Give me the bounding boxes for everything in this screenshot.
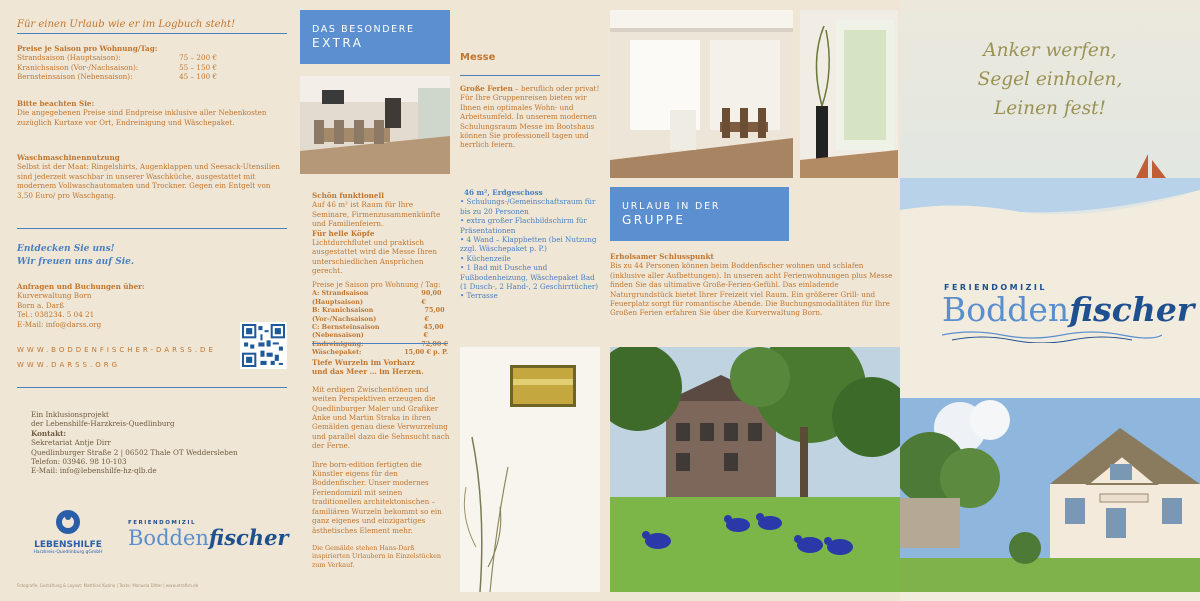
org-contact-title: Kontakt: (31, 428, 67, 438)
room-price-row: B: Kranichsaison (Vor-/Nachsaison) 75,00 € (312, 306, 445, 323)
room-price-row: Wäschepaket: 15,00 € p. P. (312, 348, 448, 357)
logo-a: Bodden (942, 290, 1070, 329)
roots-title-1: Tiefe Wurzeln im Vorharz (312, 358, 415, 367)
photo-painting (460, 347, 600, 592)
divider (460, 75, 600, 76)
price-row: Kranichsaison (Vor-/Nachsaison): 55 – 150 € (17, 62, 217, 72)
panel-cover (900, 0, 1200, 601)
roots-title-2: und das Meer … im Herzen. (312, 367, 424, 377)
feature-item: • Küchenzeile (460, 253, 511, 263)
divider (17, 387, 287, 388)
photo-painting-image (460, 347, 600, 592)
divider (17, 33, 287, 34)
messe-features (460, 188, 600, 301)
qr-code[interactable] (240, 322, 287, 369)
wash-text: Selbst ist der Maat: Ringelshirts, Augenklappen und Seesack-Utensilien sind jederzeit waschbar in unserer Waschküche, ausgestattet mit modernem Vollwaschautomaten und Trockner. Gegen ein Entgelt von 3,50 Euro/ pro Waschgang. (17, 162, 281, 200)
logo-b: fischer (1069, 290, 1195, 329)
roots-p1: Mit erdigen Zwischentönen und weiten Perspektiven erzeugen die Quedlinburger Maler und Grafiker Anke und Martin Straka in ihren Gemälden genau diese Verwurzelung und parallel dazu die Sehnsucht nach der Ferne. (312, 384, 450, 451)
logo-small-a: Bodden (128, 526, 209, 550)
panel-info (0, 0, 300, 601)
photo-messe-interior (300, 76, 450, 174)
note-text: Die angegebenen Preise sind Endpreise inklusive aller Nebenkosten zuzüglich Kurtaxe vor Ort, Endreinigung und Wäschepaket. (17, 108, 267, 127)
panel-extra (300, 0, 450, 601)
org-block: Ein Inklusionsprojekt der Lebenshilfe-Harzkreis-Quedlinburg Kontakt: Sekretariat Antje Dirr Quedlinburger Straße 2 | 06502 Thale OT Weddersleben Telefon: 03946. 98 10-103 E-Mail: info@lebenshilfe-hz-qlb.de (31, 410, 291, 476)
room-price-row (312, 340, 448, 348)
prices-title: Preise je Saison pro Wohnung/Tag: (17, 44, 158, 53)
photo-messe-interior-image (300, 76, 450, 174)
photo-garden-sheep-image (610, 347, 900, 592)
func-text: Auf 46 m² ist Raum für Ihre Seminare, Firmenzusammenkünfte und Familienfeiern. (312, 200, 441, 229)
boddenfischer-logo-small (128, 520, 289, 550)
note-block (17, 99, 287, 127)
bright-title: Für helle Köpfe (312, 228, 375, 238)
credits: Fotografie, Gestaltung & Layout: Matthias Kuzina | Texte: Manuela Ditter | www.etrafish.de (17, 583, 199, 588)
banner-extra-line1: DAS BESONDERE (312, 24, 415, 35)
group-text: Bis zu 44 Personen können beim Boddenfischer wohnen und schlafen (inklusive aller Aufbettungen). In unseren acht Ferienwohnungen plus Messe finden Sie das ultimative Große-Ferien-Gefühl. Das einladende Naturgrundstück bietet Ihrer Freizeit viel Raum. Ein größerer Grill- und Feuerplatz sorgt für romantische Abende. Die Buchungsmodalitäten für Ihre Großen Ferien erfahren Sie über die Kurverwaltung Born. (610, 261, 893, 318)
contact-line: Kurverwaltung Born (17, 291, 92, 301)
banner-extra (300, 10, 450, 64)
feature-item: • 4 Wand – Klappbetten (bei Nutzung zzgl. Wäschepaket p. P.) (460, 235, 597, 254)
slogan-line: Anker werfen, (983, 40, 1117, 61)
banner-group (610, 187, 789, 241)
feature-item: • extra großer Flachbildschirm für Präsentationen (460, 216, 587, 235)
price-row: Bernsteinsaison (Nebensaison): 45 – 100 € (17, 72, 217, 82)
lebenshilfe-logo-icon (53, 508, 83, 536)
logo-small-top: FERIENDOMIZIL (128, 520, 196, 526)
feature-item: • Schulungs-/Gemeinschaftsraum für bis zu 20 Personen (460, 197, 596, 216)
discover-text: Entdecken Sie uns! Wir freuen uns auf Sie. (17, 244, 134, 267)
wash-title: Waschmaschinennutzung (17, 153, 120, 162)
feature-item: • 1 Bad mit Dusche und Fußbodenheizung, Wäschepaket Bad (1 Dusch-, 2 Hand-, 2 Geschirrtücher) (460, 263, 599, 292)
contact-line[interactable]: E-Mail: info@darss.org (17, 319, 102, 329)
boddenfischer-logo (942, 283, 1195, 347)
slogan-line: Segel einholen, (977, 69, 1123, 90)
photo-living-room-image (610, 10, 793, 178)
group-title: Erholsamer Schlusspunkt (610, 252, 714, 261)
room-price-row: A: Strandsaison (Hauptsaison) 90,00 € (312, 289, 442, 306)
logo-top: FERIENDOMIZIL (944, 283, 1047, 292)
contact-block (17, 282, 217, 329)
slogan-line: Leinen fest! (994, 98, 1106, 119)
room-price-title: Preise je Saison pro Wohnung / Tag: (312, 281, 441, 289)
contact-line: Tel.: 038234. 5 04 21 (17, 310, 95, 320)
divider (312, 343, 448, 344)
contact-title: Anfragen und Buchungen über: (17, 282, 145, 291)
price-row: Strandsaison (Hauptsaison): 75 – 200 € (17, 53, 217, 63)
banner-extra-line2: EXTRA (312, 36, 364, 50)
roots-block (312, 358, 450, 569)
photo-window-plant (800, 10, 898, 178)
banner-group-line1: URLAUB IN DER (622, 201, 721, 212)
panel-group (600, 0, 900, 601)
lebenshilfe-logo-text: LEBENSHILFE (34, 540, 102, 550)
wash-block (17, 153, 287, 200)
contact-line: Born a. Darß (17, 300, 65, 310)
web-link-boddenfischer[interactable]: WWW.BODDENFISCHER-DARSS.DE (17, 346, 216, 354)
bright-text: Lichtdurchflutet und praktisch ausgestattet wird die Messe Ihren unterschiedlichen Ansprüchen gerecht. (312, 238, 438, 276)
photo-window-plant-image (800, 10, 898, 178)
web-link-darss[interactable]: WWW.DARSS.ORG (17, 361, 121, 369)
photo-living-room (610, 10, 793, 178)
prices-block (17, 44, 217, 82)
panel-messe (450, 0, 600, 601)
photo-house (900, 398, 1200, 592)
messe-text (460, 84, 600, 150)
big-title: Große Ferien (460, 84, 513, 93)
photo-garden-sheep (610, 347, 900, 592)
big-text: – beruflich oder privat! Für Ihre Gruppenreisen bieten wir Ihnen ein optimales Wohn- und Arbeitsumfeld. In unserem modernen Schulungsraum Messe im Bootshaus können Sie professionell tagen und herrlich feiern. (460, 84, 600, 150)
qr-pattern (242, 324, 285, 367)
lebenshilfe-logo (28, 508, 108, 556)
logo-wave-icon (942, 329, 1162, 343)
slogan (900, 36, 1200, 123)
photo-house-image (900, 398, 1200, 592)
sailboat-icon (1134, 152, 1174, 182)
features-title: 46 m², Erdgeschoss (464, 188, 543, 197)
banner-group-line2: GRUPPE (622, 213, 686, 227)
func-block (312, 191, 448, 276)
group-block (610, 252, 896, 318)
roots-p3: Die Gemälde stehen Hans-Darß inspirierten Urlaubern in Einzelstücken zum Verkauf. (312, 543, 442, 569)
headline: Für einen Urlaub wie er im Logbuch steht! (17, 19, 236, 30)
lebenshilfe-logo-sub: Harzkreis-Quedlinburg gGmbH (33, 550, 103, 555)
messe-title: Messe (460, 52, 496, 63)
roots-p2: Ihre born-edition fertigten die Künstler eigens für den Boddenfischer. Unser modernes Feriendomizil mit seinen traditionellen architektonischen – familiären Wurzeln bekommt so ein ganz eigenes und einzigartiges ästhetisches Element mehr. (312, 459, 442, 535)
room-prices (312, 281, 448, 357)
divider (17, 228, 287, 229)
note-title: Bitte beachten Sie: (17, 99, 95, 108)
room-price-row: C: Bernsteinsaison (Nebensaison) 45,00 € (312, 323, 444, 340)
logo-small-b: fischer (208, 525, 289, 550)
feature-item: • Terrasse (460, 291, 498, 301)
func-title: Schön funktionell (312, 191, 384, 200)
